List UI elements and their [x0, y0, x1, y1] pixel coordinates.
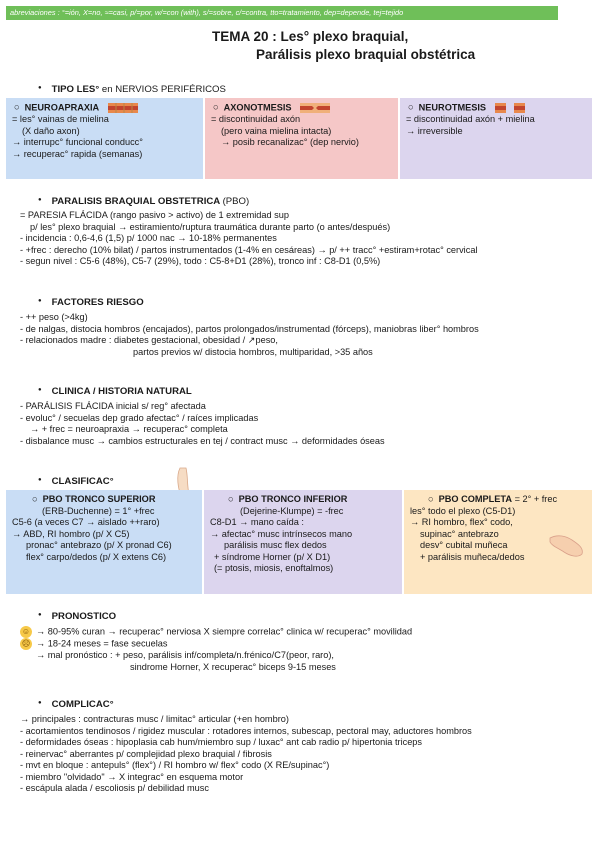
factores-line: - ++ peso (>4kg) — [20, 312, 88, 322]
clinica-line: → + frec = neuroapraxia → recuperac° completa — [30, 424, 228, 434]
section-factores-heading: ● FACTORES RIESGO — [38, 297, 144, 309]
complicac-line: - deformidades óseas : hipoplasia cab hum/miembro sup / luxac° ant cab radio p/ hipertonia triceps — [20, 737, 423, 747]
completa-line: desv° cubital muñeca — [420, 540, 508, 550]
happy-face-icon: ☺ — [21, 627, 31, 636]
nerve-transected-icon — [495, 102, 525, 114]
neurot-line-2: → irreversible — [406, 125, 463, 136]
complicac-block — [20, 714, 472, 795]
nerve-intact-icon — [108, 102, 138, 114]
section-clinica-heading: ● CLINICA / HISTORIA NATURAL — [38, 386, 192, 398]
card-completa: ○ PBO COMPLETA = 2° + frec les° todo el plexo (C5-D1) → RI hombro, flex° codo, supinac° antebrazo desv° cubital muñeca + parálisis muñeca/dedos — [404, 490, 592, 594]
pronostico-line: → mal pronóstico : + peso, parálisis inf/completa/n.frénico/C7(peor, raro), — [36, 650, 334, 660]
nerve-axon-cut-icon — [300, 102, 330, 114]
complicac-line: - miembro "olvidado" → X integrac° en esquema motor — [20, 771, 244, 782]
factores-line: - relacionados madre : diabetes gestacional, obesidad / ↗peso, — [20, 335, 278, 345]
card-neuroapraxia: ○ NEUROAPRAXIA = les° vainas de mielina (X daño axon) → interrupc° funcional conducc° → recuperac° rapida (semanas) — [6, 98, 203, 179]
card-tronco-inferior: ○ PBO TRONCO INFERIOR (Dejerine-Klumpe) = -frec C8-D1 → mano caída : → afectac° musc intrínsecos mano parálisis musc flex dedos + síndrome Horner (p/ X D1) (= ptosis, miosis, enoftalmos) — [204, 490, 402, 594]
completa-title: PBO COMPLETA — [438, 494, 512, 504]
complicac-line: - mvt en bloque : antepuls° (flex°) / RI hombro w/ flex° codo (X RE/supinac°) — [20, 760, 330, 770]
pronostico-line: → 18-24 meses = fase secuelas — [36, 638, 168, 649]
completa-line: les° todo el plexo (C5-D1) — [410, 505, 516, 516]
card-tronco-superior: ○ PBO TRONCO SUPERIOR (ERB-Duchenne) = 1° +frec C5-6 (a veces C7 → aislado ++raro) → ABD, RI hombro (p/ X C5) pronac° antebrazo (p/ X pronad C6) flex° carpo/dedos (p/ X extens C6) — [6, 490, 202, 594]
page-title — [212, 28, 475, 64]
sad-face-icon: ☹ — [21, 639, 31, 648]
completa-line: supinac° antebrazo — [420, 528, 499, 539]
pbo-line: - incidencia : 0,6-4,6 (1,5) p/ 1000 nac → 10-18% permanentes — [20, 233, 277, 243]
section-pbo-heading: ● PARALISIS BRAQUIAL OBSTETRICA (PBO) — [38, 196, 249, 208]
superior-line: → ABD, RI hombro (p/ X C5) — [12, 528, 130, 539]
card-neurotmesis: ○ NEUROTMESIS = discontinuidad axón + mielina → irreversible — [400, 98, 592, 179]
superior-line: pronac° antebrazo (p/ X pronad C6) — [26, 540, 172, 550]
neuro-line-3: → interrupc° funcional conducc° — [12, 137, 143, 147]
title-line-2: Parálisis plexo braquial obstétrica — [256, 47, 476, 63]
axono-line-3: → posib recanalizac° (dep nervio) — [221, 137, 359, 147]
section-pronostico-heading: ● PRONOSTICO — [38, 611, 116, 623]
clinica-line: - disbalance musc → cambios estructurales en tej / contract musc → deformidades óseas — [20, 435, 385, 446]
neuro-line-4: → recuperac° rapida (semanas) — [12, 148, 143, 159]
superior-title: PBO TRONCO SUPERIOR — [42, 494, 156, 504]
pronostico-block — [20, 626, 412, 673]
title-line-1: TEMA 20 : Les° plexo braquial, — [212, 29, 409, 44]
completa-line: + parálisis muñeca/dedos — [420, 551, 525, 562]
pronostico-line: → 80-95% curan → recuperac° nerviosa X siempre correlac° clinica w/ recuperac° movilidad — [36, 626, 413, 637]
complicac-line: → principales : contracturas musc / limitac° articular (+en hombro) — [20, 714, 289, 724]
inferior-line: + síndrome Horner (p/ X D1) — [214, 551, 331, 562]
axonotmesis-title: AXONOTMESIS — [223, 102, 292, 113]
pbo-line: - +frec : derecho (10% bilat) / partos instrumentados (1-4% en cesáreas) → p/ ++ tracc° +estiram+rotac° cervical — [20, 244, 478, 255]
pronostico-line: sindrome Horner, X recuperac° biceps 9-15 meses — [130, 661, 336, 672]
neurotmesis-title: NEUROTMESIS — [418, 102, 487, 113]
inferior-line: (Dejerine-Klumpe) = -frec — [240, 505, 344, 516]
pbo-block — [20, 210, 477, 268]
neurot-line-1: = discontinuidad axón + mielina — [406, 114, 535, 124]
factores-line: partos previos w/ distocia hombros, multiparidad, >35 años — [133, 346, 373, 357]
complicac-line: - escápula alada / escoliosis p/ debilidad musc — [20, 783, 209, 793]
inferior-line: (= ptosis, miosis, enoftalmos) — [214, 563, 334, 573]
complicac-line: - reinervac° aberrantes p/ complejidad plexo braquial / fibrosis — [20, 748, 272, 759]
completa-line: → RI hombro, flex° codo, — [410, 517, 513, 527]
section-clasif-heading: ● CLASIFICAC° — [38, 476, 114, 488]
axono-line-1: = discontinuidad axón — [211, 114, 301, 124]
inferior-line: C8-D1 → mano caída : — [210, 517, 304, 527]
clinica-line: - evoluc° / secuelas dep grado afectac° / raíces implicadas — [20, 412, 259, 423]
card-axonotmesis: ○ AXONOTMESIS = discontinuidad axón (pero vaina mielina intacta) → posib recanalizac° (dep nervio) — [205, 98, 398, 179]
pbo-line: p/ les° plexo braquial → estiramiento/ruptura traumática durante parto (o antes/después) — [30, 221, 391, 232]
neuro-line-1: = les° vainas de mielina — [12, 114, 109, 124]
complicac-line: - acortamientos tendinosos / rigidez muscular : rotadores internos, subescap, pectoral may, aductores hombros — [20, 725, 472, 736]
superior-line: flex° carpo/dedos (p/ X extens C6) — [26, 551, 167, 562]
inferior-line: → afectac° musc intrínsecos mano — [210, 528, 353, 539]
section-tipo-heading: ● TIPO LES° en NERVIOS PERIFÉRICOS — [38, 84, 226, 96]
superior-line: C5-6 (a veces C7 → aislado ++raro) — [12, 517, 160, 527]
neuroapraxia-title: NEUROAPRAXIA — [24, 102, 100, 113]
superior-line: (ERB-Duchenne) = 1° +frec — [42, 505, 155, 516]
hand-drawing-icon — [548, 530, 586, 560]
clinica-block — [20, 401, 385, 447]
abbreviations-banner: abreviaciones : °=ión, X=no, ≈=casi, p/=por, w/=con (with), s/=sobre, c/=contra, tto=tratamiento, dep=depende, tej=tejido — [6, 6, 558, 20]
clinica-line: - PARÁLISIS FLÁCIDA inicial s/ reg° afectada — [20, 401, 206, 411]
pbo-line: = PARESIA FLÁCIDA (rango pasivo > activo) de 1 extremidad sup — [20, 210, 289, 220]
factores-block — [20, 312, 479, 358]
inferior-title: PBO TRONCO INFERIOR — [238, 494, 348, 504]
neuro-line-2: (X daño axon) — [22, 125, 80, 136]
inferior-line: parálisis musc flex dedos — [224, 540, 327, 550]
pbo-line: - segun nivel : C5-6 (48%), C5-7 (29%), todo : C5-8+D1 (28%), tronco inf : C8-D1 (0,5%) — [20, 256, 381, 266]
section-complicac-heading: ● COMPLICAC° — [38, 699, 114, 711]
axono-line-2: (pero vaina mielina intacta) — [221, 125, 332, 136]
factores-line: - de nalgas, distocia hombros (encajados), partos prolongados/instrumentad (fórceps), maniobras liber° hombros — [20, 323, 479, 334]
